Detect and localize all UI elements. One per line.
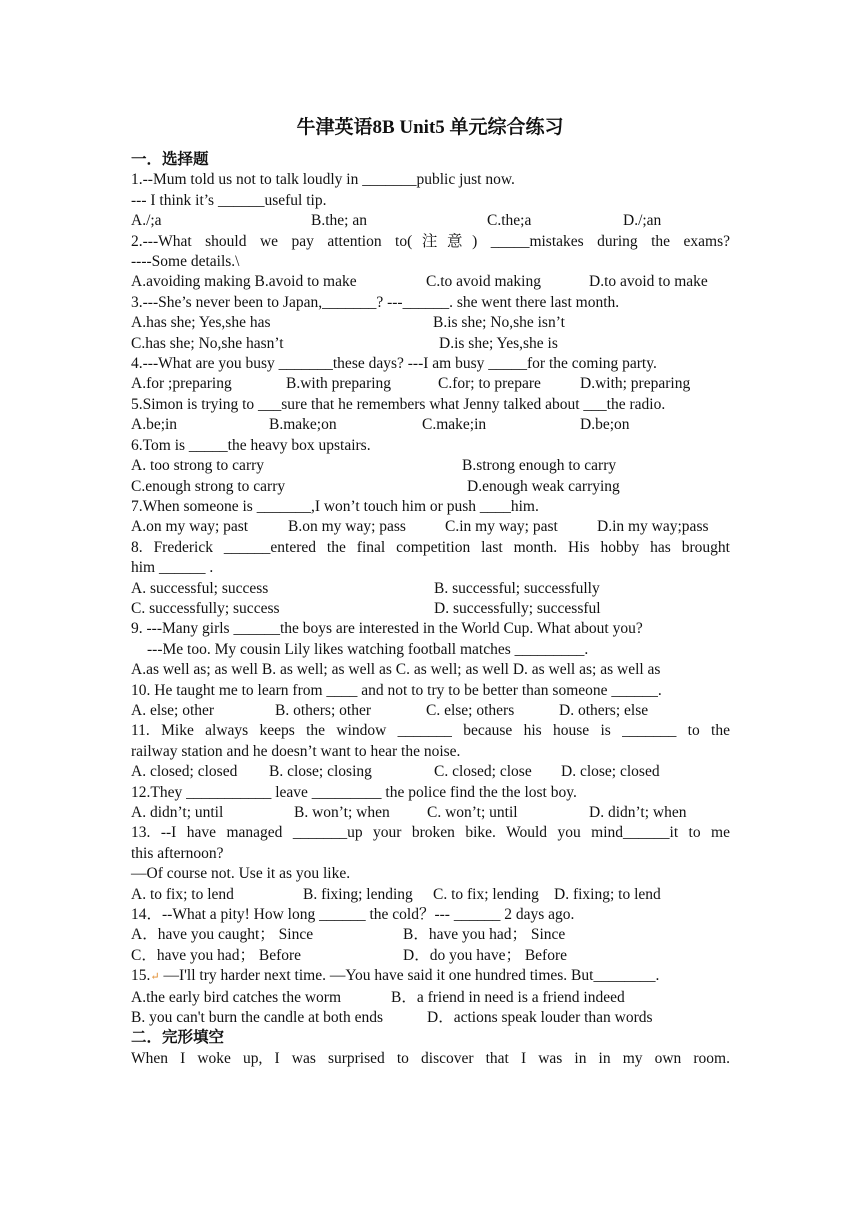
question-10-options xyxy=(131,701,730,721)
option-d: D．actions speak louder than words xyxy=(427,1009,653,1027)
option-a: A. to fix; to lend xyxy=(131,885,234,903)
question-9-options: A.as well as; as well B. as well; as well as C. as well; as well D. as well as; as well as xyxy=(131,661,661,679)
option-a: A.for ;preparing xyxy=(131,375,232,393)
option-c: C．have you had； Before xyxy=(131,946,302,964)
question-11-stem: 11. Mike always keeps the window _______ because his house is _______ to the xyxy=(131,722,730,740)
option-d: D. fixing; to lend xyxy=(554,885,661,903)
option-a: A. closed; closed xyxy=(131,763,238,781)
question-2-stem-2: ----Some details.\ xyxy=(131,253,240,271)
option-c: C.the;a xyxy=(487,212,532,230)
option-d: D. close; closed xyxy=(561,763,660,781)
question-3-stem: 3.---She’s never been to Japan,_______? ---______. she went there last month. xyxy=(131,293,620,311)
option-c: C. to fix; lending xyxy=(433,885,539,903)
option-a: A.the early bird catches the worm xyxy=(131,988,342,1006)
question-8-options-row-1 xyxy=(131,579,730,599)
question-12-stem: 12.They ___________ leave _________ the police find the the lost boy. xyxy=(131,783,577,801)
option-b: B. fixing; lending xyxy=(303,885,413,903)
option-b: B. successful; successfully xyxy=(434,579,600,597)
passage-first-line: When I woke up, I was surprised to discover that I was in in my own room. xyxy=(131,1049,730,1067)
option-c: C.for; to prepare xyxy=(438,375,541,393)
option-d: D.to avoid to make xyxy=(589,273,708,291)
option-a: A. too strong to carry xyxy=(131,457,265,475)
return-mark-icon: ↵ xyxy=(150,971,160,984)
option-b: B．have you had； Since xyxy=(403,926,566,944)
question-15-number: 15. xyxy=(131,967,151,985)
option-a: A.on my way; past xyxy=(131,518,249,536)
question-1-stem: 1.--Mum told us not to talk loudly in _______public just now. xyxy=(131,171,515,189)
option-b: B. close; closing xyxy=(269,763,372,781)
question-11-stem-2: railway station and he doesn’t want to hear the noise. xyxy=(131,742,461,760)
option-a: A.has she; Yes,she has xyxy=(131,314,271,332)
question-8-stem-2: him ______ . xyxy=(131,559,214,577)
question-5-stem: 5.Simon is trying to ___sure that he remembers what Jenny talked about ___the radio. xyxy=(131,395,666,413)
question-3-options-row-1 xyxy=(131,313,730,333)
page-title: 牛津英语8B Unit5 单元综合练习 xyxy=(296,117,564,138)
option-d: D.with; preparing xyxy=(580,375,691,393)
option-b: B. others; other xyxy=(275,701,371,719)
question-14-options-row-1 xyxy=(131,925,730,945)
question-9-stem: 9. ---Many girls ______the boys are interested in the World Cup. What about you? xyxy=(131,620,643,638)
option-c: C.make;in xyxy=(422,416,487,434)
question-15-options-row-1 xyxy=(131,988,730,1008)
option-c: C. else; others xyxy=(426,701,515,719)
question-6-stem: 6.Tom is _____the heavy box upstairs. xyxy=(131,436,371,454)
question-12-options xyxy=(131,803,730,823)
option-b: B. won’t; when xyxy=(294,804,390,821)
option-b: B.strong enough to carry xyxy=(462,457,617,475)
question-13-stem: 13. --I have managed _______up your broken bike. Would you mind______it to me xyxy=(131,824,730,842)
option-b: B.is she; No,she isn’t xyxy=(433,314,565,332)
question-11-options xyxy=(131,762,730,782)
question-4-options xyxy=(131,374,730,394)
question-8-stem: 8. Frederick ______entered the final competition last month. His hobby has brought xyxy=(131,538,730,556)
option-d: D. others; else xyxy=(559,701,649,719)
question-15-stem xyxy=(131,966,730,987)
option-a: A．have you caught； Since xyxy=(131,926,314,944)
question-10-stem: 10. He taught me to learn from ____ and not to try to be better than someone ______. xyxy=(131,681,662,699)
option-d: D．do you have； Before xyxy=(403,946,567,964)
option-c: C.has she; No,she hasn’t xyxy=(131,334,284,352)
question-6-options-row-2 xyxy=(131,477,730,497)
question-1-options xyxy=(131,211,730,231)
option-b: B.on my way; pass xyxy=(288,518,406,536)
option-b: B.with preparing xyxy=(286,375,392,393)
question-7-stem: 7.When someone is _______,I won’t touch him or push ____him. xyxy=(131,497,539,515)
option-d: D.be;on xyxy=(580,416,630,434)
question-4-stem: 4.---What are you busy _______these days? ---I am busy _____for the coming party. xyxy=(131,355,657,373)
option-d: D./;an xyxy=(623,212,662,230)
question-2-options xyxy=(131,272,730,292)
question-14-stem: 14．--What a pity! How long ______ the cold？--- ______ 2 days ago. xyxy=(131,906,575,924)
option-c: C.to avoid making xyxy=(426,273,541,291)
question-8-options-row-2 xyxy=(131,599,730,619)
option-d: D.in my way;pass xyxy=(597,518,709,536)
question-5-options xyxy=(131,415,730,435)
option-d: D.enough weak carrying xyxy=(467,477,620,495)
question-2-stem: 2.---What should we pay attention to(注意) _____mistakes during the exams? xyxy=(131,232,730,250)
question-7-options xyxy=(131,517,730,537)
option-c: C.enough strong to carry xyxy=(131,477,286,495)
option-a: A.be;in xyxy=(131,416,178,434)
question-6-options-row-1 xyxy=(131,456,730,476)
question-1-stem-2: --- I think it’s ______useful tip. xyxy=(131,191,327,209)
question-13-stem-3: —Of course not. Use it as you like. xyxy=(131,865,351,883)
option-b2: B. you can't burn the candle at both ends xyxy=(131,1009,384,1027)
option-d: D.is she; Yes,she is xyxy=(439,334,558,352)
option-b: B.the; an xyxy=(311,212,367,230)
question-14-options-row-2 xyxy=(131,946,730,966)
question-9-stem-2: ---Me too. My cousin Lily likes watching football matches _________. xyxy=(147,640,589,658)
option-a: A. else; other xyxy=(131,701,215,719)
question-15-text: —I'll try harder next time. —You have said it one hundred times. But________. xyxy=(159,967,660,985)
option-a: A./;a xyxy=(131,212,162,230)
option-ab: A.avoiding making B.avoid to make xyxy=(131,273,357,291)
option-c: C. won’t; until xyxy=(427,804,518,821)
question-3-options-row-2 xyxy=(131,334,730,354)
option-a: A. didn’t; until xyxy=(131,804,224,821)
option-b: B.make;on xyxy=(269,416,337,434)
option-c: C.in my way; past xyxy=(445,518,558,536)
question-13-options xyxy=(131,885,730,905)
question-13-stem-2: this afternoon? xyxy=(131,844,224,862)
option-c: C. successfully; success xyxy=(131,599,280,617)
option-d: D. successfully; successful xyxy=(434,599,601,617)
option-a: A. successful; success xyxy=(131,579,269,597)
option-d: D. didn’t; when xyxy=(589,804,687,821)
question-15-options-row-2 xyxy=(131,1008,730,1028)
option-b: B．a friend in need is a friend indeed xyxy=(391,988,625,1006)
option-c: C. closed; close xyxy=(434,763,532,781)
section-heading-choice: 一．选择题 xyxy=(131,151,209,168)
section-heading-cloze: 二．完形填空 xyxy=(131,1029,225,1047)
document-body xyxy=(131,150,730,1069)
